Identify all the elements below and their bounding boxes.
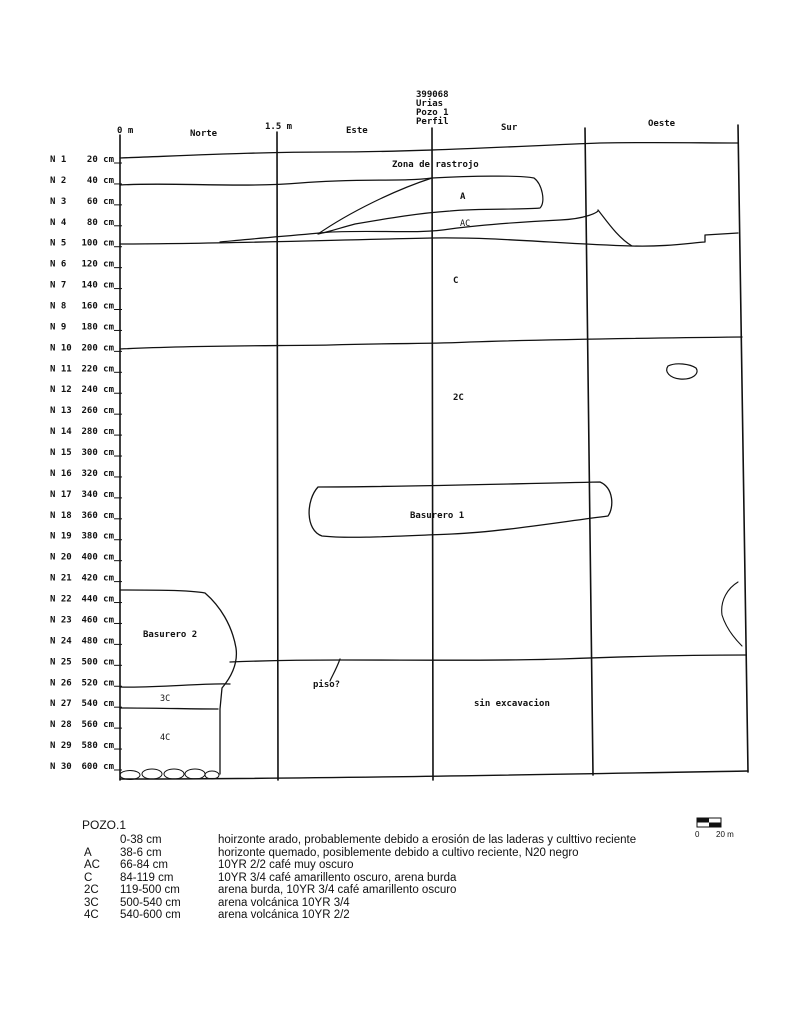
legend-description: 10YR 3/4 café amarillento oscuro, arena burda — [218, 871, 457, 884]
legend-code: 3C — [84, 896, 99, 909]
depth-row-number: N 16 — [50, 468, 72, 479]
legend-description: arena volcánica 10YR 3/4 — [218, 896, 350, 909]
depth-row-number: N 14 — [50, 427, 72, 438]
features — [120, 364, 742, 780]
legend-title: POZO.1 — [82, 818, 127, 832]
depth-row-value: 140 cm — [81, 280, 114, 291]
depth-labels — [50, 155, 122, 772]
depth-row-value: 60 cm — [86, 196, 114, 207]
depth-row-value: 40 cm — [86, 175, 114, 186]
legend-description: arena volcánica 10YR 2/2 — [218, 909, 350, 921]
depth-row-number: N 4 — [50, 217, 67, 228]
depth-row-value: 320 cm — [81, 468, 114, 479]
depth-row-number: N 28 — [50, 720, 72, 731]
depth-row-number: N 3 — [50, 196, 67, 207]
depth-row-value: 580 cm — [81, 741, 114, 752]
depth-row-value: 380 cm — [81, 531, 114, 542]
legend-row — [82, 847, 722, 860]
boundary-520cm — [120, 684, 230, 687]
depth-row-number: N 6 — [50, 259, 67, 270]
surface-line — [120, 143, 738, 158]
header-line-1: 399068 — [416, 90, 449, 100]
depth-row-value: 240 cm — [81, 385, 114, 396]
basurero-1-outline — [309, 482, 612, 537]
depth-row-number: N 19 — [50, 531, 72, 542]
legend-description: 10YR 2/2 café muy oscuro — [218, 859, 354, 871]
depth-row-number: N 24 — [50, 636, 72, 647]
legend-description: horizonte quemado, posiblemente debido a cultivo reciente, N20 negro — [218, 846, 579, 859]
depth-row-number: N 25 — [50, 657, 72, 668]
depth-row-number: N 2 — [50, 175, 67, 186]
depth-row-value: 20 cm — [86, 155, 114, 165]
depth-row-number: N 20 — [50, 552, 72, 563]
depth-row-number: N 1 — [50, 155, 67, 165]
legend-description: arena burda, 10YR 3/4 café amarillento oscuro — [218, 884, 457, 896]
horizon-legend — [82, 818, 722, 922]
legend-range: 119-500 cm — [120, 884, 180, 896]
label-horizon-3c: 3C — [160, 694, 171, 704]
depth-row-value: 260 cm — [81, 406, 114, 417]
header-line-4: Perfil — [416, 117, 449, 127]
label-sin-excavacion: sin excavacion — [474, 699, 550, 709]
depth-row-value: 500 cm — [81, 657, 114, 668]
boundary-540cm — [120, 708, 218, 709]
header-block — [416, 90, 449, 127]
legend-row — [82, 897, 722, 910]
legend-code: 4C — [84, 909, 99, 921]
depth-row-value: 180 cm — [81, 322, 114, 333]
depth-row-value: 520 cm — [81, 678, 114, 689]
depth-row-value: 340 cm — [81, 489, 114, 500]
label-piso: piso? — [313, 680, 341, 690]
header-line-3: Pozo 1 — [416, 108, 449, 118]
legend-row — [82, 859, 722, 872]
basurero-2-outline — [120, 590, 236, 774]
horizon-a-outline — [318, 176, 543, 234]
horizon-ac-right — [598, 210, 632, 246]
depth-row-value: 400 cm — [81, 552, 114, 563]
label-horizon-2c: 2C — [453, 393, 464, 403]
legend-range: 540-600 cm — [120, 909, 181, 921]
scale-max-label: 20 m — [716, 830, 734, 839]
label-horizon-ac: AC — [460, 219, 471, 229]
boundary-100cm — [120, 233, 738, 246]
legend-range: 500-540 cm — [120, 896, 181, 909]
label-horizon-a: A — [460, 192, 466, 202]
right-edge — [738, 125, 748, 772]
bottom-edge — [120, 771, 748, 779]
depth-row-number: N 7 — [50, 280, 67, 291]
depth-row-value: 440 cm — [81, 594, 114, 605]
legend-range: 0-38 cm — [120, 834, 162, 846]
legend-range: 66-84 cm — [120, 859, 168, 871]
depth-row-value: 100 cm — [81, 238, 114, 249]
depth-row-value: 360 cm — [81, 510, 114, 521]
depth-row-number: N 22 — [50, 594, 72, 605]
wall-label-sur: Sur — [501, 123, 518, 133]
depth-row-number: N 26 — [50, 678, 72, 689]
legend-rows — [82, 834, 722, 922]
depth-row-number: N 18 — [50, 510, 72, 521]
depth-row-number: N 15 — [50, 448, 72, 459]
depth-row-number: N 5 — [50, 238, 67, 249]
depth-row-value: 220 cm — [81, 364, 114, 375]
wall-label-oeste: Oeste — [648, 119, 676, 129]
depth-row-number: N 8 — [50, 301, 67, 312]
profile-frame — [120, 125, 748, 780]
zone-labels — [143, 159, 550, 743]
label-zona-rastrojo: Zona de rastrojo — [392, 160, 479, 170]
depth-row-number: N 23 — [50, 615, 72, 626]
start-distance-label: 0 m — [117, 126, 134, 136]
boundary-500cm — [230, 655, 746, 662]
depth-row-value: 80 cm — [86, 217, 114, 228]
depth-row-number: N 9 — [50, 322, 67, 333]
divider-sur-oeste — [585, 128, 593, 775]
header-line-2: Urias — [416, 99, 444, 109]
depth-row-number: N 27 — [50, 699, 72, 710]
legend-range: 38-6 cm — [120, 846, 162, 859]
legend-code: AC — [84, 859, 100, 871]
depth-row-value: 540 cm — [81, 699, 114, 710]
wall-label-norte: Norte — [190, 129, 218, 139]
label-horizon-c: C — [453, 276, 459, 286]
stones-bottom — [120, 769, 219, 780]
label-basurero-1: Basurero 1 — [410, 511, 465, 521]
wall-irregularity-oeste — [722, 582, 742, 646]
depth-row-number: N 13 — [50, 406, 72, 417]
legend-code: 2C — [84, 884, 99, 896]
depth-row-number: N 11 — [50, 364, 72, 375]
pocket-feature-oeste — [667, 364, 697, 379]
depth-row-value: 200 cm — [81, 343, 114, 354]
depth-row-number: N 12 — [50, 385, 72, 396]
depth-row-value: 160 cm — [81, 301, 114, 312]
divider-este-sur — [432, 128, 433, 780]
label-basurero-2: Basurero 2 — [143, 630, 198, 640]
legend-row — [82, 834, 722, 847]
boundary-200cm — [120, 337, 742, 349]
depth-row-number: N 10 — [50, 343, 72, 354]
wall-label-este: Este — [346, 126, 368, 136]
legend-description: hoirzonte arado, probablemente debido a erosión de las laderas y culttivo reciente — [218, 834, 637, 846]
boundary-38cm — [120, 178, 432, 185]
piso-line — [330, 659, 340, 681]
legend-code: A — [84, 846, 92, 859]
depth-row-value: 460 cm — [81, 615, 114, 626]
scale-min-label: 0 — [695, 830, 700, 839]
top-labels — [117, 119, 676, 139]
depth-row-number: N 17 — [50, 489, 72, 500]
depth-row-value: 120 cm — [81, 259, 114, 270]
divider-norte-este — [277, 132, 278, 780]
legend-code: C — [84, 871, 93, 884]
depth-row-number: N 30 — [50, 761, 72, 772]
legend-row — [82, 872, 722, 885]
legend-range: 84-119 cm — [120, 871, 174, 884]
depth-row-number: N 29 — [50, 741, 72, 752]
legend-row — [82, 909, 722, 922]
legend-row — [82, 884, 722, 897]
depth-row-value: 420 cm — [81, 573, 114, 584]
depth-row-value: 480 cm — [81, 636, 114, 647]
depth-row-value: 560 cm — [81, 720, 114, 731]
label-horizon-4c: 4C — [160, 733, 171, 743]
mid-distance-label: 1.5 m — [265, 122, 293, 132]
depth-row-number: N 21 — [50, 573, 72, 584]
depth-row-value: 300 cm — [81, 448, 114, 459]
depth-row-value: 280 cm — [81, 427, 114, 438]
depth-row-value: 600 cm — [81, 761, 114, 772]
